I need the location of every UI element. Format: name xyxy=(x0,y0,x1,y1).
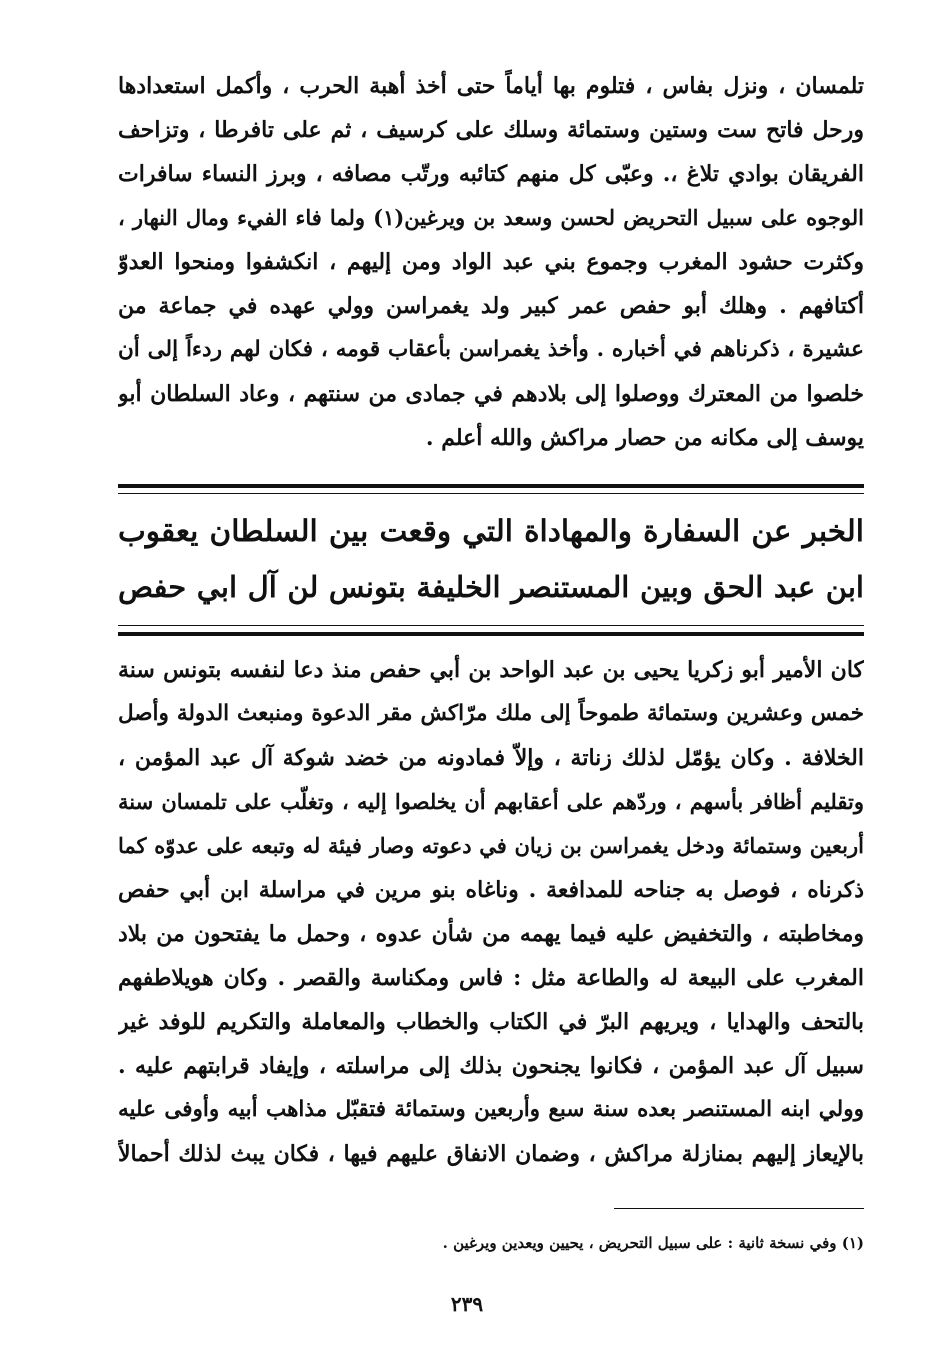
heading-line: ابن عبد الحق وبين المستنصر الخليفة بتونس لن آل ابي حفص xyxy=(118,570,864,604)
heading-top-rule-thick xyxy=(118,484,864,488)
text-line: خمس وعشرين وستمائة طموحاً إلى ملك مرّاكش مقر الدعوة ومنبعث الدولة وأصل xyxy=(118,701,864,726)
text-line: وتقليم أظافر بأسهم ، وردّهم على أعقابهم أن يخلصوا إليه ، وتغلّب على تلمسان سنة xyxy=(118,789,864,814)
footnote-separator xyxy=(614,1208,864,1209)
text-line: خلصوا من المعترك ووصلوا إلى بلادهم في جمادى من سنتهم ، وعاد السلطان أبو xyxy=(118,381,864,407)
text-line: الخلافة . وكان يؤمّل لذلك زناتة ، وإلاّ فمادونه من خضد شوكة آل عبد المؤمن ، xyxy=(118,745,864,771)
text-line: بالتحف والهدايا ، ويريهم البرّ في الكتاب والخطاب والمعاملة والتكريم للوفد غير xyxy=(118,1009,864,1035)
heading-line: الخبر عن السفارة والمهاداة التي وقعت بين السلطان يعقوب xyxy=(118,513,864,548)
heading-bottom-rule-thin xyxy=(118,625,864,626)
footnote: (١) وفي نسخة ثانية : على سبيل التحريض ، يحيين ويعدين ويرغين . xyxy=(442,1234,864,1252)
text-line: تلمسان ، ونزل بفاس ، فتلوم بها أياماً حتى أخذ أهبة الحرب ، وأكمل استعدادها xyxy=(118,73,864,99)
text-line: ومخاطبته ، والتخفيض عليه فيما يهمه من شأن عدوه ، وحمل ما يفتحون من بلاد xyxy=(118,921,864,947)
text-line: ذكرناه ، فوصل به جناحه للمدافعة . وناغاه بنو مرين في مراسلة ابن أبي حفص xyxy=(118,877,864,903)
text-line: ورحل فاتح ست وستين وستمائة وسلك على كرسيف ، ثم على تافرطا ، وتزاحف xyxy=(118,117,864,143)
page-number: ٢٣٩ xyxy=(450,1292,484,1316)
paragraph-main xyxy=(118,648,864,1176)
text-line: الوجوه على سبيل التحريض لحسن وسعد بن ويرغين(١) ولما فاء الفيء ومال النهار ، xyxy=(118,205,864,230)
text-line: كان الأمير أبو زكريا يحيى بن عبد الواحد بن أبي حفص منذ دعا لنفسه بتونس سنة xyxy=(118,657,864,683)
text-line: بالإيعاز إليهم بمنازلة مراكش ، وضمان الانفاق عليهم فيها ، فكان يبث لذلك أحمالاً xyxy=(118,1141,864,1167)
text-line: الفريقان بوادي تلاغ ،. وعبّى كل منهم كتائبه ورتّب مصافه ، وبرز النساء سافرات xyxy=(118,161,864,187)
heading-top-rule-thin xyxy=(118,493,864,494)
text-line: يوسف إلى مكانه من حصار مراكش والله أعلم . xyxy=(425,425,864,451)
text-line: سبيل آل عبد المؤمن ، فكانوا يجنحون بذلك إلى مراسلته ، وإيفاد قرابتهم عليه . xyxy=(118,1053,864,1079)
heading-bottom-rule-thick xyxy=(118,632,864,636)
text-line: عشيرة ، ذكرناهم في أخباره . وأخذ يغمراسن بأعقاب قومه ، فكان لهم ردءاً إلى أن xyxy=(118,337,864,362)
text-line: المغرب على البيعة له والطاعة مثل : فاس ومكناسة والقصر . وكان هويلاطفهم xyxy=(118,965,864,991)
section-heading xyxy=(118,503,864,615)
text-line: وكثرت حشود المغرب وجموع بني عبد الواد ومن إليهم ، انكشفوا ومنحوا العدوّ xyxy=(118,249,864,275)
text-line: وولي ابنه المستنصر بعده سنة سبع وأربعين وستمائة فتقبّل مذاهب أبيه وأوفى عليه xyxy=(118,1097,864,1122)
paragraph-continuation xyxy=(118,64,864,460)
text-line: أربعين وستمائة ودخل يغمراسن بن زيان في دعوته وصار فيئة له وتبعه على عدوّه كما xyxy=(118,833,864,858)
text-line: أكتافهم . وهلك أبو حفص عمر كبير ولد يغمراسن وولي عهده في جماعة من xyxy=(118,293,864,319)
